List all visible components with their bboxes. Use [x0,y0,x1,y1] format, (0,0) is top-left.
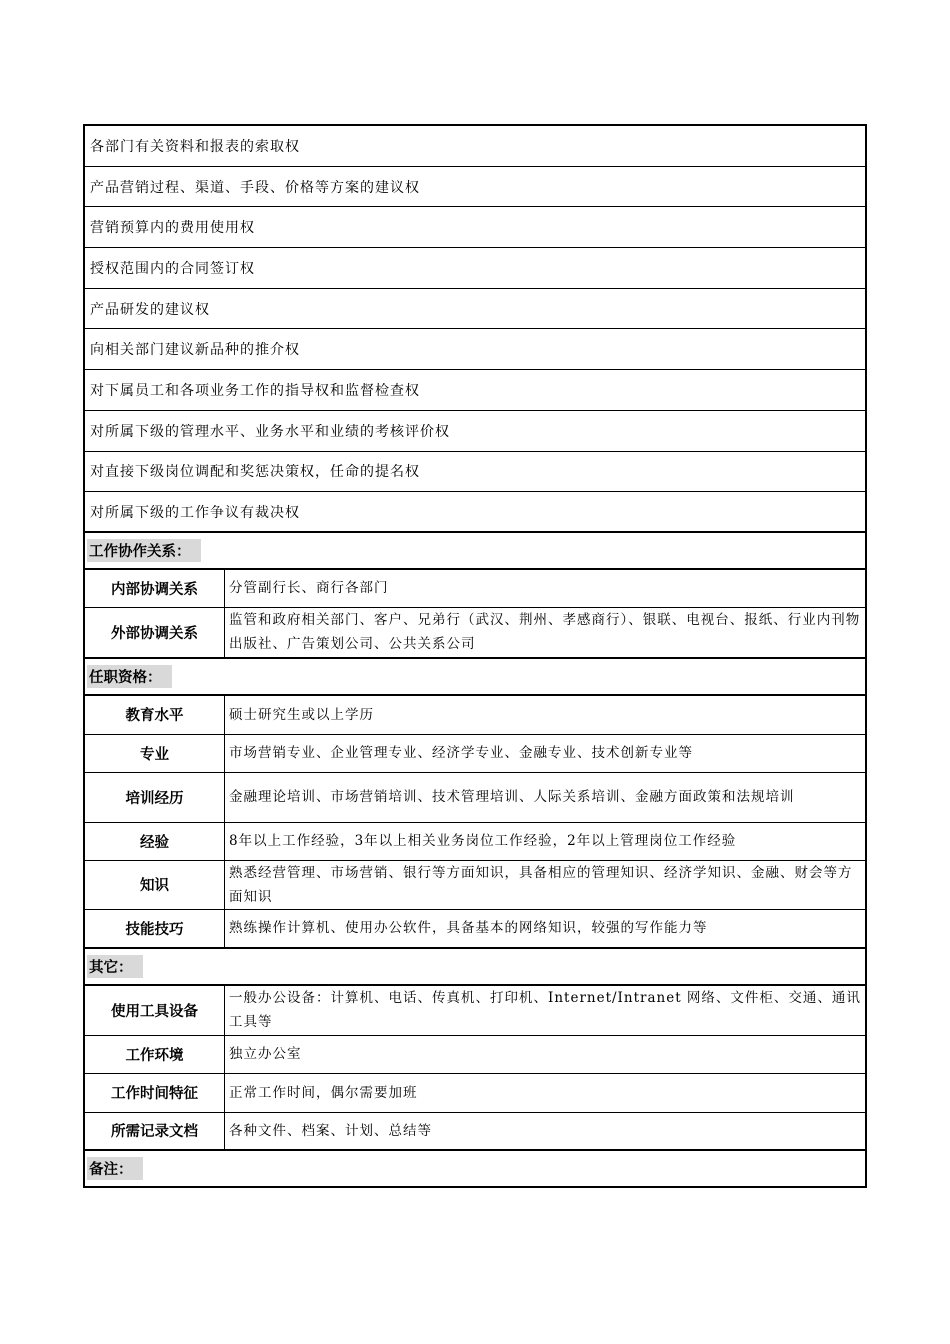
right-text: 授权范围内的合同签订权 [90,260,255,277]
row-value: 8年以上工作经验，3年以上相关业务岗位工作经验，2年以上管理岗位工作经验 [229,833,737,850]
right-text: 产品研发的建议权 [90,301,210,318]
section-remarks [85,1151,865,1186]
right-row [85,126,865,167]
kv-row [85,608,865,659]
row-value: 分管副行长、商行各部门 [229,580,389,597]
kv-row [85,1074,865,1113]
row-value: 市场营销专业、企业管理专业、经济学专业、金融专业、技术创新专业等 [229,745,693,762]
row-label: 技能技巧 [85,910,225,947]
row-label: 经验 [85,823,225,860]
row-label: 工作时间特征 [85,1074,225,1112]
right-row [85,411,865,452]
kv-row [85,1113,865,1151]
section-title: 其它： [87,955,143,978]
row-label: 培训经历 [85,773,225,822]
right-text: 对所属下级的工作争议有裁决权 [90,504,300,521]
kv-row [85,735,865,773]
right-row [85,370,865,411]
kv-row [85,1036,865,1074]
row-label: 教育水平 [85,696,225,734]
right-row [85,329,865,370]
right-row [85,248,865,289]
job-description-table [83,124,867,1188]
row-value: 硕士研究生或以上学历 [229,706,374,723]
right-row [85,492,865,533]
row-value: 监管和政府相关部门、客户、兄弟行（武汉、荆州、孝感商行）、银联、电视台、报纸、行业内刊物出版社、广告策划公司、公共关系公司 [229,612,861,653]
row-value: 一般办公设备：计算机、电话、传真机、打印机、Internet/Intranet 网络、文件柜、交通、通讯工具等 [229,990,861,1031]
kv-row [85,823,865,861]
row-label: 内部协调关系 [85,570,225,607]
right-row [85,207,865,248]
section-cooperation [85,533,865,570]
row-value: 各种文件、档案、计划、总结等 [229,1122,432,1139]
row-label: 知识 [85,861,225,909]
row-value: 熟练操作计算机、使用办公软件，具备基本的网络知识，较强的写作能力等 [229,920,708,937]
right-text: 营销预算内的费用使用权 [90,220,255,237]
row-label: 外部协调关系 [85,608,225,657]
row-label: 专业 [85,735,225,772]
right-row [85,289,865,330]
right-text: 对所属下级的管理水平、业务水平和业绩的考核评价权 [90,423,450,440]
kv-row [85,986,865,1036]
section-title: 备注： [87,1157,143,1180]
section-other [85,949,865,986]
kv-row [85,910,865,949]
row-label: 工作环境 [85,1036,225,1073]
right-text: 产品营销过程、渠道、手段、价格等方案的建议权 [90,179,420,196]
section-qualification [85,659,865,696]
kv-row [85,773,865,823]
row-value: 金融理论培训、市场营销培训、技术管理培训、人际关系培训、金融方面政策和法规培训 [229,789,795,806]
kv-row [85,861,865,910]
right-text: 各部门有关资料和报表的索取权 [90,138,300,155]
right-text: 对下属员工和各项业务工作的指导权和监督检查权 [90,382,420,399]
row-label: 所需记录文档 [85,1113,225,1149]
section-title: 工作协作关系： [87,539,201,562]
right-text: 对直接下级岗位调配和奖惩决策权，任命的提名权 [90,464,420,481]
kv-row [85,570,865,608]
right-text: 向相关部门建议新品种的推介权 [90,342,300,359]
section-title: 任职资格： [87,665,172,688]
row-value: 正常工作时间，偶尔需要加班 [229,1084,418,1101]
row-value: 独立办公室 [229,1046,302,1063]
kv-row [85,696,865,735]
right-row [85,452,865,493]
right-row [85,167,865,208]
row-value: 熟悉经营管理、市场营销、银行等方面知识，具备相应的管理知识、经济学知识、金融、财会等方面知识 [229,864,853,905]
row-label: 使用工具设备 [85,986,225,1035]
